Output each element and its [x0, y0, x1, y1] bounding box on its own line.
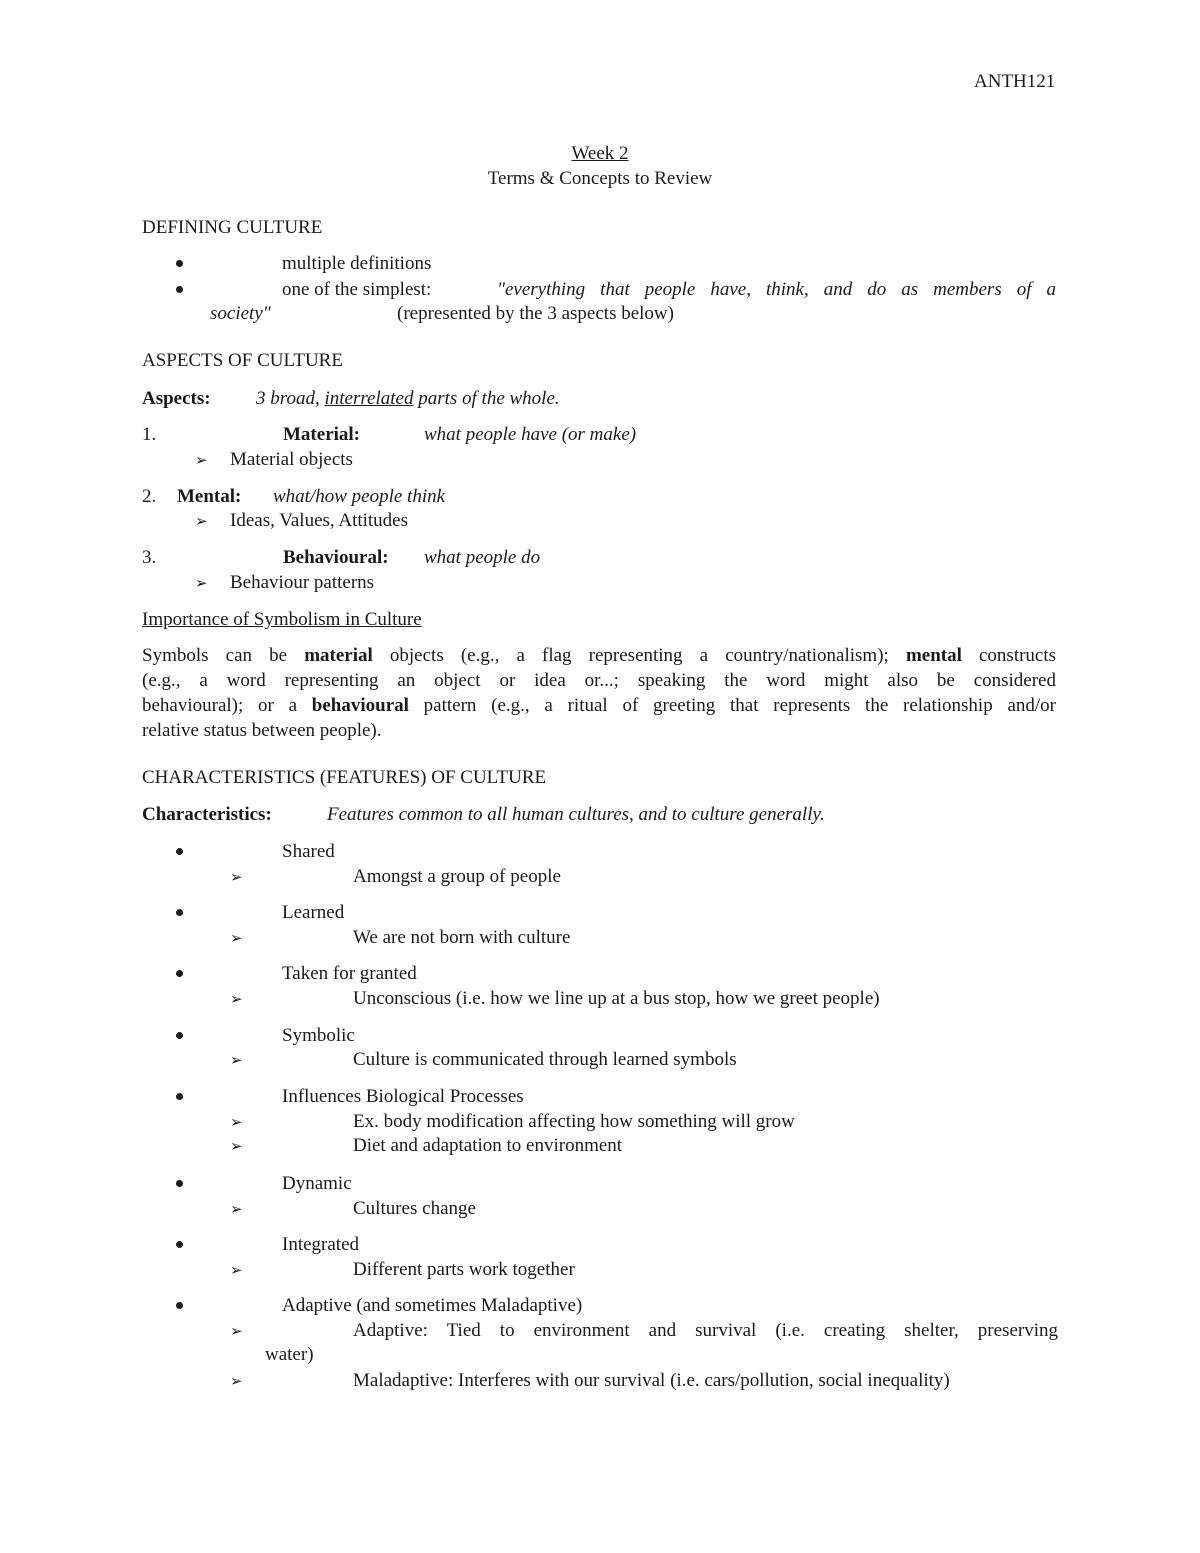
aspect-number: 1.: [142, 424, 157, 445]
characteristic-sub: We are not born with culture: [353, 927, 571, 948]
page-subtitle: Terms & Concepts to Review: [487, 168, 713, 189]
aspect-name: Mental:: [177, 486, 242, 507]
characteristic-sub: Ex. body modification affecting how something will grow: [353, 1111, 795, 1132]
aspect-name: Behavioural:: [283, 547, 389, 568]
bullet-icon: [176, 1093, 183, 1100]
characteristic-name: Influences Biological Processes: [282, 1086, 524, 1107]
arrow-bullet-icon: ➢: [230, 1261, 243, 1279]
characteristic-sub: Amongst a group of people: [353, 866, 561, 887]
course-code: ANTH121: [974, 71, 1056, 92]
bullet-icon: [176, 1302, 183, 1309]
section-heading-characteristics: CHARACTERISTICS (FEATURES) OF CULTURE: [142, 767, 547, 788]
aspect-sub: Ideas, Values, Attitudes: [230, 510, 409, 531]
characteristics-definition: Features common to all human cultures, and to culture generally.: [327, 804, 825, 825]
arrow-bullet-icon: ➢: [230, 1051, 243, 1069]
characteristic-name: Integrated: [282, 1234, 360, 1255]
characteristic-sub: Culture is communicated through learned symbols: [353, 1049, 737, 1070]
symbolism-heading: Importance of Symbolism in Culture: [142, 609, 422, 630]
characteristic-sub: Maladaptive: Interferes with our survival (i.e. cars/pollution, social inequality): [353, 1370, 950, 1391]
aspect-number: 2.: [142, 486, 157, 507]
arrow-bullet-icon: ➢: [230, 1200, 243, 1218]
characteristic-name: Adaptive (and sometimes Maladaptive): [282, 1295, 583, 1316]
arrow-bullet-icon: ➢: [195, 451, 208, 469]
aspect-description: what people do: [424, 547, 541, 568]
characteristic-sub: Cultures change: [353, 1198, 476, 1219]
aspects-label: Aspects:: [142, 388, 211, 409]
bullet-icon: [176, 260, 183, 267]
section-heading-defining: DEFINING CULTURE: [142, 217, 323, 238]
bullet-icon: [176, 909, 183, 916]
characteristic-sub-continued: water): [265, 1344, 314, 1365]
defining-item-2-quote-end: society": [210, 303, 271, 324]
arrow-bullet-icon: ➢: [230, 929, 243, 947]
characteristic-name: Learned: [282, 902, 345, 923]
defining-item-2-lead: one of the simplest:: [282, 279, 432, 300]
aspect-sub: Behaviour patterns: [230, 572, 375, 593]
bullet-icon: [176, 1180, 183, 1187]
characteristic-sub: Adaptive: Tied to environment and survival (i.e. creating shelter, preserving: [353, 1320, 1058, 1341]
aspect-name: Material:: [283, 424, 361, 445]
bullet-icon: [176, 286, 183, 293]
bullet-icon: [176, 1032, 183, 1039]
aspect-description: what/how people think: [273, 486, 446, 507]
bullet-icon: [176, 848, 183, 855]
characteristic-sub: Unconscious (i.e. how we line up at a bus stop, how we greet people): [353, 988, 880, 1009]
aspects-definition: 3 broad, interrelated parts of the whole.: [256, 388, 560, 409]
arrow-bullet-icon: ➢: [230, 1372, 243, 1390]
page-title: Week 2: [571, 143, 629, 164]
bullet-icon: [176, 1241, 183, 1248]
aspect-sub: Material objects: [230, 449, 353, 470]
arrow-bullet-icon: ➢: [230, 868, 243, 886]
arrow-bullet-icon: ➢: [230, 1322, 243, 1340]
characteristics-label: Characteristics:: [142, 804, 272, 825]
defining-item-2-note: (represented by the 3 aspects below): [397, 303, 674, 324]
bullet-icon: [176, 970, 183, 977]
section-heading-aspects: ASPECTS OF CULTURE: [142, 350, 343, 371]
arrow-bullet-icon: ➢: [230, 990, 243, 1008]
aspect-number: 3.: [142, 547, 157, 568]
arrow-bullet-icon: ➢: [230, 1137, 243, 1155]
defining-item-2-quote: "everything that people have, think, and do as members of a: [497, 279, 1056, 300]
arrow-bullet-icon: ➢: [195, 512, 208, 530]
defining-item-1: multiple definitions: [282, 253, 432, 274]
characteristic-name: Shared: [282, 841, 335, 862]
characteristic-sub: Diet and adaptation to environment: [353, 1135, 623, 1156]
symbolism-paragraph: Symbols can be material objects (e.g., a flag representing a country/nationalism); mental constructs (e.g., a word representing an object or idea or...; speaking the word might also be considered behavioural); or a behavioural pattern (e.g., a ritual of greeting that represents the relationship and/or relative status between people).: [142, 645, 1057, 741]
aspect-description: what people have (or make): [424, 424, 637, 445]
characteristic-name: Symbolic: [282, 1025, 355, 1046]
characteristic-name: Dynamic: [282, 1173, 352, 1194]
arrow-bullet-icon: ➢: [230, 1113, 243, 1131]
characteristic-name: Taken for granted: [282, 963, 417, 984]
characteristic-sub: Different parts work together: [353, 1259, 575, 1280]
arrow-bullet-icon: ➢: [195, 574, 208, 592]
